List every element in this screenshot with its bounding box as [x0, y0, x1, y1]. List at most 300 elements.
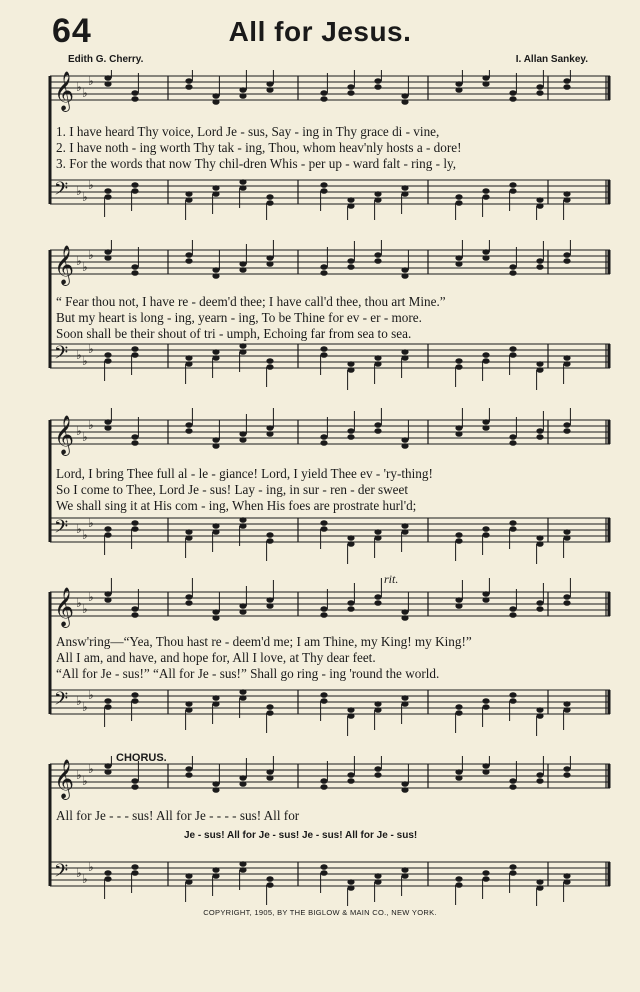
chorus-lyrics: All for Je - - - sus! All for Je - - - - sus! All for [56, 808, 300, 823]
flat-sign: ♭ [76, 80, 82, 94]
flat-sign: ♭ [76, 348, 82, 362]
note-head [347, 367, 354, 373]
treble-clef: 𝄞 [54, 587, 75, 627]
note-head [536, 264, 543, 270]
note-head [509, 90, 516, 96]
note-head [266, 261, 273, 267]
treble-clef: 𝄞 [54, 245, 75, 285]
note-head [266, 81, 273, 87]
note-head [104, 81, 111, 87]
note-head [185, 529, 192, 535]
note-head [563, 428, 570, 434]
note-head [185, 772, 192, 778]
note-head [455, 710, 462, 716]
bass-clef: 𝄢 [54, 861, 69, 886]
note-head [455, 532, 462, 538]
note-head [320, 870, 327, 876]
flat-sign: ♭ [76, 522, 82, 536]
composer-credit: I. Allan Sankey. [515, 54, 588, 65]
note-head [374, 197, 381, 203]
note-head [509, 864, 516, 870]
note-head [320, 264, 327, 270]
note-head [320, 784, 327, 790]
note-head [482, 597, 489, 603]
note-head [320, 612, 327, 618]
note-head [509, 784, 516, 790]
note-head [131, 90, 138, 96]
note-head [374, 879, 381, 885]
note-head [509, 434, 516, 440]
note-head [266, 358, 273, 364]
note-head [104, 194, 111, 200]
note-head [239, 695, 246, 701]
note-head [239, 517, 246, 523]
note-head [320, 440, 327, 446]
note-head [320, 352, 327, 358]
note-head [131, 870, 138, 876]
note-head [563, 766, 570, 772]
note-head [482, 763, 489, 769]
note-head [185, 78, 192, 84]
note-head [509, 606, 516, 612]
note-head [536, 885, 543, 891]
note-head [239, 775, 246, 781]
flat-sign: ♭ [82, 700, 88, 714]
note-head [104, 75, 111, 81]
bass-clef: 𝄢 [54, 343, 69, 368]
treble-clef: 𝄞 [54, 415, 75, 455]
note-head [212, 267, 219, 273]
flat-sign: ♭ [82, 774, 88, 788]
note-head [455, 358, 462, 364]
flat-sign: ♭ [76, 184, 82, 198]
note-head [131, 606, 138, 612]
note-head [131, 270, 138, 276]
flat-sign: ♭ [82, 86, 88, 100]
flat-sign: ♭ [88, 178, 94, 192]
note-head [212, 349, 219, 355]
bass-clef: 𝄢 [54, 517, 69, 542]
flat-sign: ♭ [76, 424, 82, 438]
note-head [131, 692, 138, 698]
note-head [482, 188, 489, 194]
note-head [509, 870, 516, 876]
note-head [320, 188, 327, 194]
verse-1-line-4: Answ'ring—“Yea, Thou hast re - deem'd me; I am Thine, my King! my King!” [56, 634, 472, 649]
note-head [536, 600, 543, 606]
note-head [131, 96, 138, 102]
note-head [104, 876, 111, 882]
note-head [185, 361, 192, 367]
note-head [212, 437, 219, 443]
note-head [185, 879, 192, 885]
note-head [239, 87, 246, 93]
verse-3-line-2: Soon shall be their shout of tri - umph, Echoing far from sea to sea. [56, 326, 412, 341]
flat-sign: ♭ [82, 430, 88, 444]
note-head [266, 603, 273, 609]
note-head [347, 707, 354, 713]
note-head [401, 787, 408, 793]
note-head [509, 182, 516, 188]
note-head [347, 434, 354, 440]
flat-sign: ♭ [76, 254, 82, 268]
note-head [104, 358, 111, 364]
note-head [347, 541, 354, 547]
note-head [185, 701, 192, 707]
note-head [104, 597, 111, 603]
note-head [212, 185, 219, 191]
note-head [104, 419, 111, 425]
note-head [320, 864, 327, 870]
note-head [563, 529, 570, 535]
note-head [374, 535, 381, 541]
note-head [266, 364, 273, 370]
flat-sign: ♭ [76, 866, 82, 880]
note-head [104, 188, 111, 194]
verse-1-line-2: “ Fear thou not, I have re - deem'd thee; I have call'd thee, thou art Mine.” [56, 294, 446, 309]
note-head [212, 615, 219, 621]
note-head [482, 358, 489, 364]
note-head [212, 701, 219, 707]
note-head [401, 695, 408, 701]
note-head [347, 361, 354, 367]
note-head [482, 194, 489, 200]
flat-sign: ♭ [76, 694, 82, 708]
note-head [536, 434, 543, 440]
note-head [536, 606, 543, 612]
note-head [536, 84, 543, 90]
note-head [536, 90, 543, 96]
note-head [320, 520, 327, 526]
note-head [347, 879, 354, 885]
note-head [104, 698, 111, 704]
note-head [509, 264, 516, 270]
note-head [401, 873, 408, 879]
flat-sign: ♭ [88, 516, 94, 530]
note-head [455, 425, 462, 431]
note-head [239, 861, 246, 867]
note-head [374, 252, 381, 258]
note-head [185, 84, 192, 90]
note-head [563, 191, 570, 197]
note-head [212, 867, 219, 873]
note-head [239, 343, 246, 349]
bass-clef: 𝄢 [54, 179, 69, 204]
note-head [185, 191, 192, 197]
verse-2-line-4: All I am, and have, and hope for, All I love, at Thy dear feet. [56, 650, 376, 665]
note-head [266, 710, 273, 716]
note-head [266, 431, 273, 437]
flat-sign: ♭ [88, 590, 94, 604]
note-head [320, 182, 327, 188]
note-head [239, 437, 246, 443]
note-head [266, 876, 273, 882]
note-head [455, 87, 462, 93]
note-head [536, 541, 543, 547]
note-head [239, 867, 246, 873]
flat-sign: ♭ [88, 342, 94, 356]
note-head [455, 597, 462, 603]
flat-sign: ♭ [76, 596, 82, 610]
copyright-notice: COPYRIGHT, 1905, BY THE BIGLOW & MAIN CO., NEW YORK. [203, 908, 437, 917]
note-head [239, 93, 246, 99]
note-head [266, 200, 273, 206]
note-head [320, 96, 327, 102]
note-head [212, 609, 219, 615]
note-head [455, 255, 462, 261]
hymn-number: 64 [52, 12, 92, 50]
treble-clef: 𝄞 [54, 71, 75, 111]
note-head [509, 346, 516, 352]
note-head [401, 355, 408, 361]
note-head [401, 437, 408, 443]
note-head [374, 766, 381, 772]
note-head [131, 182, 138, 188]
note-head [536, 258, 543, 264]
note-head [104, 352, 111, 358]
flat-sign: ♭ [88, 688, 94, 702]
note-head [212, 787, 219, 793]
note-head [185, 535, 192, 541]
note-head [509, 698, 516, 704]
note-head [401, 185, 408, 191]
note-head [374, 529, 381, 535]
note-head [455, 364, 462, 370]
note-head [509, 520, 516, 526]
note-head [374, 772, 381, 778]
note-head [374, 422, 381, 428]
note-head [266, 194, 273, 200]
note-head [239, 609, 246, 615]
note-head [347, 713, 354, 719]
note-head [563, 879, 570, 885]
note-head [401, 99, 408, 105]
note-head [131, 520, 138, 526]
verse-3-line-3: We shall sing it at His com - ing, When His foes are prostrate hurl'd; [56, 498, 417, 513]
hymn-title: All for Jesus. [228, 16, 412, 47]
note-head [131, 698, 138, 704]
note-head [374, 707, 381, 713]
chorus-label: CHORUS. [116, 752, 167, 764]
note-head [104, 870, 111, 876]
note-head [401, 529, 408, 535]
note-head [536, 778, 543, 784]
note-head [239, 781, 246, 787]
note-head [131, 526, 138, 532]
note-head [536, 707, 543, 713]
note-head [266, 882, 273, 888]
note-head [482, 75, 489, 81]
note-head [563, 600, 570, 606]
note-head [401, 609, 408, 615]
verse-1-line-1: 1. I have heard Thy voice, Lord Je - sus, Say - ing in Thy grace di - vine, [56, 124, 440, 139]
note-head [320, 270, 327, 276]
note-head [455, 194, 462, 200]
note-head [509, 526, 516, 532]
note-head [239, 523, 246, 529]
note-head [131, 440, 138, 446]
flat-sign: ♭ [82, 260, 88, 274]
note-head [347, 90, 354, 96]
lyricist-credit: Edith G. Cherry. [68, 54, 144, 65]
flat-sign: ♭ [82, 872, 88, 886]
note-head [455, 81, 462, 87]
note-head [266, 597, 273, 603]
flat-sign: ♭ [82, 528, 88, 542]
note-head [374, 361, 381, 367]
note-head [374, 594, 381, 600]
note-head [509, 188, 516, 194]
note-head [482, 249, 489, 255]
note-head [104, 769, 111, 775]
note-head [104, 425, 111, 431]
note-head [563, 594, 570, 600]
note-head [455, 882, 462, 888]
ritardando-marking: rit. [384, 572, 399, 586]
note-head [509, 352, 516, 358]
note-head [563, 78, 570, 84]
note-head [563, 422, 570, 428]
note-head [212, 99, 219, 105]
note-head [131, 188, 138, 194]
verse-2-line-1: 2. I have noth - ing worth Thy tak - ing, Thou, whom heav'nly hosts a - dore! [56, 140, 462, 155]
note-head [509, 692, 516, 698]
note-head [266, 532, 273, 538]
verse-3-line-4: “All for Je - sus!” “All for Je - sus!” Shall go ring - ing 'round the world. [56, 666, 440, 681]
note-head [347, 258, 354, 264]
note-head [131, 864, 138, 870]
note-head [374, 191, 381, 197]
note-head [509, 612, 516, 618]
note-head [239, 179, 246, 185]
note-head [212, 529, 219, 535]
note-head [482, 526, 489, 532]
note-head [455, 538, 462, 544]
note-head [212, 695, 219, 701]
note-head [212, 443, 219, 449]
note-head [563, 707, 570, 713]
note-head [509, 270, 516, 276]
note-head [347, 600, 354, 606]
note-head [239, 349, 246, 355]
flat-sign: ♭ [88, 74, 94, 88]
note-head [347, 84, 354, 90]
note-head [482, 698, 489, 704]
note-head [455, 775, 462, 781]
note-head [536, 535, 543, 541]
note-head [239, 267, 246, 273]
note-head [563, 252, 570, 258]
note-head [185, 707, 192, 713]
note-head [266, 775, 273, 781]
note-head [401, 701, 408, 707]
note-head [374, 873, 381, 879]
note-head [320, 778, 327, 784]
verse-3-line-1: 3. For the words that now Thy chil-dren Whis - per up - ward falt - ring - ly, [56, 156, 457, 171]
note-head [185, 873, 192, 879]
note-head [482, 532, 489, 538]
note-head [536, 203, 543, 209]
note-head [482, 591, 489, 597]
note-head [374, 258, 381, 264]
note-head [374, 701, 381, 707]
note-head [347, 772, 354, 778]
note-head [212, 273, 219, 279]
note-head [131, 778, 138, 784]
note-head [104, 249, 111, 255]
flat-sign: ♭ [82, 354, 88, 368]
note-head [320, 692, 327, 698]
note-head [374, 78, 381, 84]
note-head [131, 612, 138, 618]
note-head [374, 600, 381, 606]
note-head [185, 428, 192, 434]
note-head [239, 603, 246, 609]
note-head [104, 526, 111, 532]
note-head [509, 778, 516, 784]
bass-clef: 𝄢 [54, 689, 69, 714]
note-head [266, 704, 273, 710]
flat-sign: ♭ [76, 768, 82, 782]
note-head [185, 766, 192, 772]
note-head [455, 603, 462, 609]
note-head [266, 87, 273, 93]
note-head [185, 355, 192, 361]
note-head [482, 704, 489, 710]
note-head [401, 867, 408, 873]
verse-1-line-3: Lord, I bring Thee full al - le - giance! Lord, I yield Thee ev - 'ry-thing! [56, 466, 433, 481]
note-head [347, 606, 354, 612]
flat-sign: ♭ [88, 762, 94, 776]
note-head [482, 876, 489, 882]
note-head [563, 355, 570, 361]
note-head [536, 879, 543, 885]
note-head [536, 772, 543, 778]
note-head [104, 532, 111, 538]
note-head [131, 346, 138, 352]
note-head [455, 876, 462, 882]
note-head [131, 352, 138, 358]
note-head [320, 90, 327, 96]
note-head [347, 778, 354, 784]
note-head [347, 197, 354, 203]
note-head [563, 535, 570, 541]
note-head [212, 191, 219, 197]
flat-sign: ♭ [88, 860, 94, 874]
note-head [131, 434, 138, 440]
note-head [185, 197, 192, 203]
note-head [239, 689, 246, 695]
verse-2-line-3: So I come to Thee, Lord Je - sus! Lay - ing, in sur - ren - der sweet [56, 482, 409, 497]
verse-2-line-2: But my heart is long - ing, yearn - ing, To be Thine for ev - er - more. [56, 310, 422, 325]
note-head [563, 197, 570, 203]
note-head [104, 704, 111, 710]
note-head [536, 197, 543, 203]
note-head [536, 367, 543, 373]
note-head [455, 769, 462, 775]
note-head [104, 763, 111, 769]
note-head [320, 526, 327, 532]
note-head [401, 523, 408, 529]
note-head [401, 443, 408, 449]
note-head [455, 261, 462, 267]
note-head [536, 428, 543, 434]
note-head [563, 258, 570, 264]
flat-sign: ♭ [88, 418, 94, 432]
note-head [401, 781, 408, 787]
note-head [563, 84, 570, 90]
note-head [212, 93, 219, 99]
